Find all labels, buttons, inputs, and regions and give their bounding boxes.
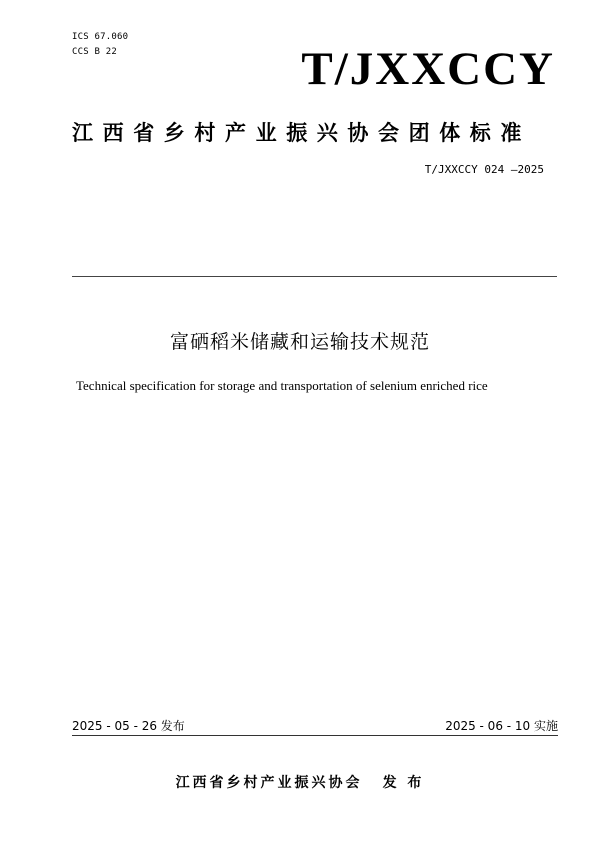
top-divider (72, 276, 557, 277)
publish-label: 发 布 (382, 775, 425, 791)
organization-title: 江西省乡村产业振兴协会团体标准 (72, 121, 531, 145)
ics-code: ICS 67.060 (72, 32, 129, 42)
document-title-english: Technical specification for storage and transportation of selenium enriched rice (76, 378, 488, 393)
implementation-date: 2025 - 06 - 10 实施 (445, 719, 558, 733)
bottom-divider (72, 735, 558, 736)
publisher-footer (0, 772, 600, 792)
issue-date: 2025 - 05 - 26 发布 (72, 719, 185, 733)
ccs-code: CCS B 22 (72, 47, 117, 57)
publisher-name: 江西省乡村产业振兴协会 (175, 775, 363, 791)
document-title-chinese: 富硒稻米储藏和运输技术规范 (169, 331, 430, 353)
standard-number: T/JXXCCY 024 —2025 (424, 163, 544, 176)
standard-brand: T/JXXCCY (301, 43, 555, 95)
